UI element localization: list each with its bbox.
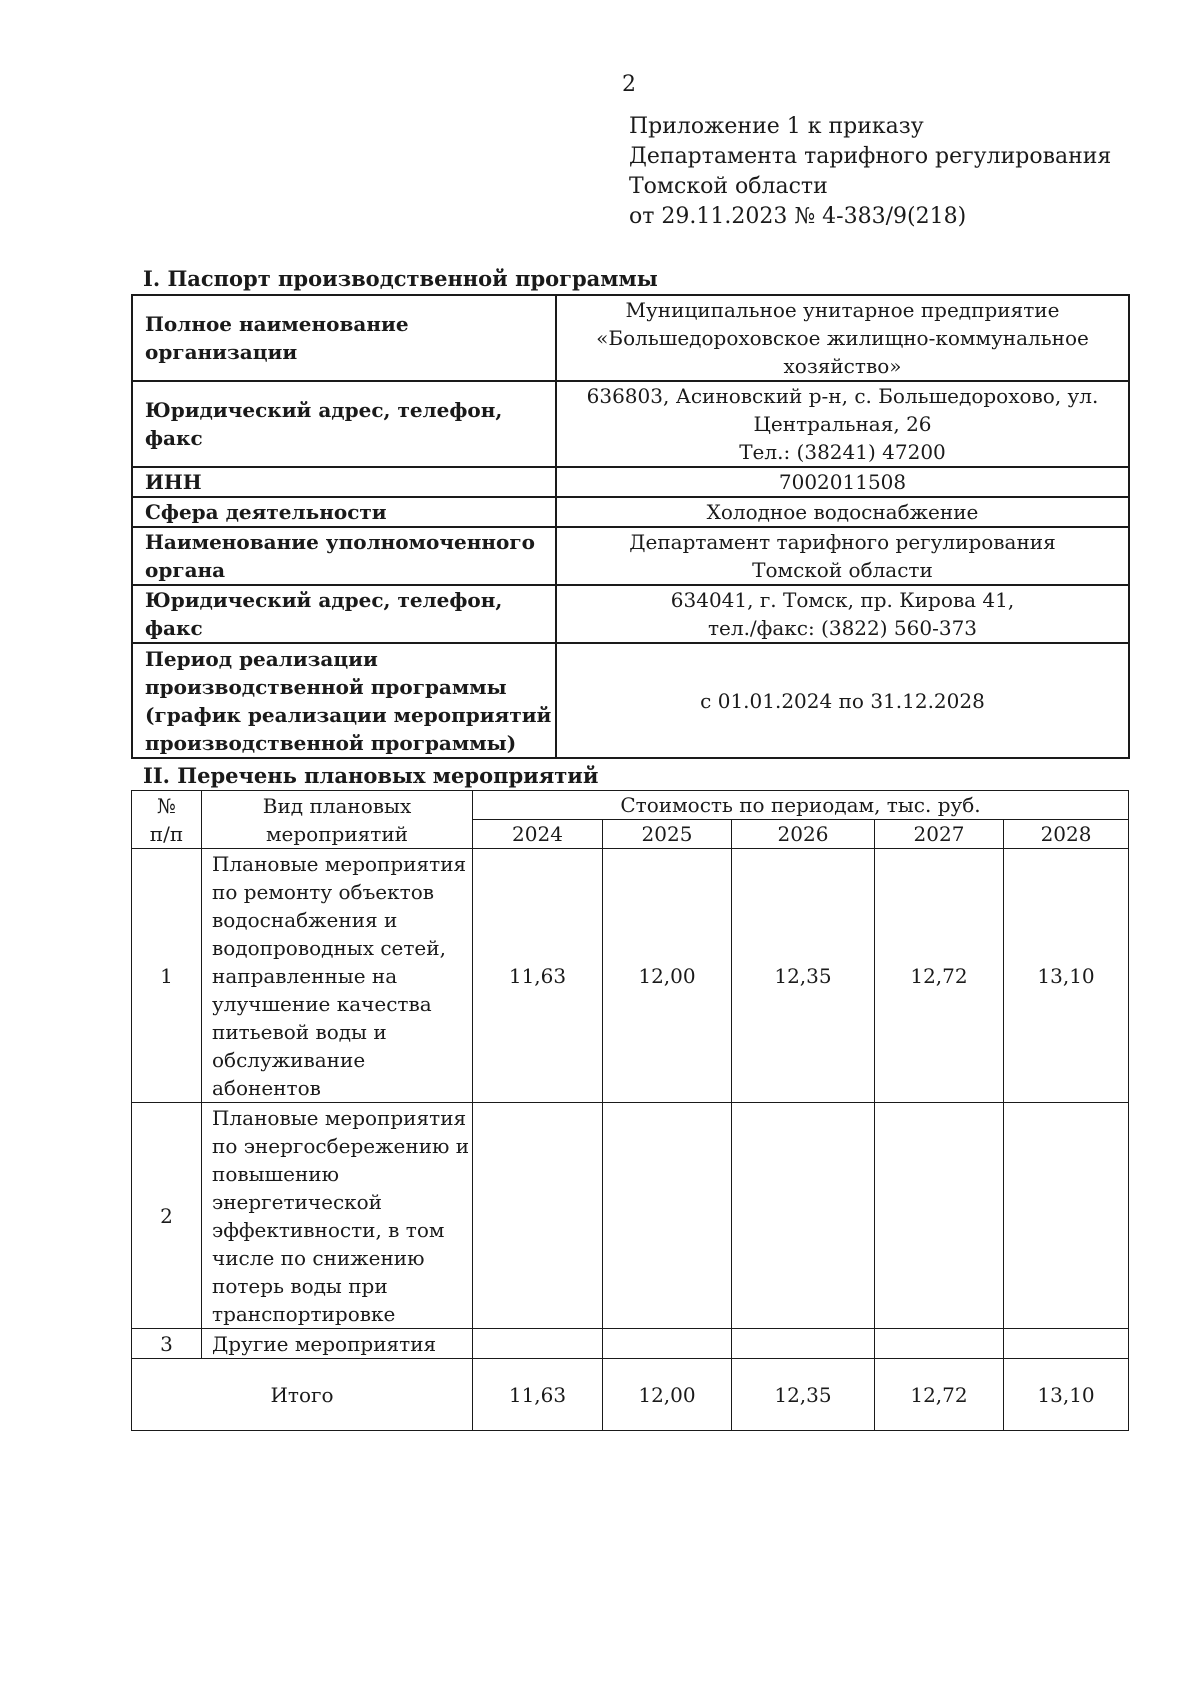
total-cell: 11,63 [473, 1359, 603, 1431]
cost-cell: 13,10 [1004, 849, 1129, 1103]
value-line: тел./факс: (3822) 560-373 [707, 616, 978, 640]
label-line: производственной программы [145, 674, 507, 699]
passport-label: Юридический адрес, телефон, факс [132, 585, 556, 643]
passport-row [132, 527, 1129, 585]
desc-line: направленные на [212, 964, 398, 988]
table-row [132, 1329, 1129, 1359]
header-line: мероприятий [265, 821, 409, 846]
value-line: 636803, Асиновский р-н, с. Большедорохово, ул. [586, 384, 1099, 408]
value-line: Центральная, 26 [753, 412, 932, 436]
label-line: производственной программы) [145, 730, 517, 755]
cost-cell [603, 1329, 732, 1359]
cost-cell: 11,63 [473, 849, 603, 1103]
desc-line: водопроводных сетей, [212, 936, 446, 960]
label-line: (график реализации мероприятий [145, 702, 552, 727]
cost-cell [875, 1329, 1004, 1359]
passport-label: Сфера деятельности [132, 497, 556, 527]
passport-value: Холодное водоснабжение [556, 497, 1129, 527]
row-num: 1 [132, 849, 202, 1103]
passport-label: Полное наименование организации [132, 295, 556, 381]
passport-label [132, 527, 556, 585]
row-desc [202, 1103, 473, 1329]
header-line: Вид плановых [262, 793, 412, 818]
passport-value: 7002011508 [556, 467, 1129, 497]
header-line: № [157, 793, 176, 818]
table-row [132, 1103, 1129, 1329]
cost-cell [1004, 1329, 1129, 1359]
total-row [132, 1359, 1129, 1431]
desc-line: потерь воды при [212, 1274, 388, 1298]
desc-line: Плановые мероприятия [212, 1106, 467, 1130]
appendix-line: Приложение 1 к приказу [629, 114, 924, 139]
row-desc [202, 1329, 473, 1359]
total-cell: 12,35 [732, 1359, 875, 1431]
desc-line: повышению [212, 1162, 340, 1186]
cost-cell [473, 1103, 603, 1329]
value-line: Муниципальное унитарное предприятие [625, 298, 1060, 322]
header-year: 2027 [875, 820, 1004, 849]
section-title-passport: I. Паспорт производственной программы [143, 266, 658, 291]
desc-line: эффективности, в том [212, 1218, 445, 1242]
row-num: 3 [132, 1329, 202, 1359]
total-cell: 12,00 [603, 1359, 732, 1431]
cost-cell: 12,00 [603, 849, 732, 1103]
passport-row [132, 295, 1129, 381]
passport-table [131, 294, 1130, 759]
passport-label: Юридический адрес, телефон, факс [132, 381, 556, 467]
passport-row [132, 381, 1129, 467]
value-line: Томской области [752, 558, 933, 582]
row-desc [202, 849, 473, 1103]
appendix-line: от 29.11.2023 № 4-383/9(218) [629, 204, 967, 229]
desc-line: числе по снижению [212, 1246, 425, 1270]
passport-value [556, 585, 1129, 643]
desc-line: улучшение качества [212, 992, 432, 1016]
passport-row [132, 643, 1129, 758]
desc-line: Другие мероприятия [212, 1332, 437, 1356]
cost-cell: 12,35 [732, 849, 875, 1103]
total-label: Итого [132, 1359, 473, 1431]
label-line: Период реализации [145, 646, 378, 671]
cost-cell [732, 1103, 875, 1329]
value-line: 634041, г. Томск, пр. Кирова 41, [670, 588, 1015, 612]
value-line: Департамент тарифного регулирования [629, 530, 1056, 554]
passport-row [132, 497, 1129, 527]
appendix-line: Томской области [629, 174, 828, 199]
header-year: 2025 [603, 820, 732, 849]
desc-line: по энергосбережению и [212, 1134, 470, 1158]
section-title-activities: II. Перечень плановых мероприятий [143, 763, 599, 788]
passport-value [556, 295, 1129, 381]
cost-cell [875, 1103, 1004, 1329]
cost-cell [1004, 1103, 1129, 1329]
passport-value [556, 381, 1129, 467]
appendix-line: Департамента тарифного регулирования [629, 144, 1112, 169]
passport-row [132, 585, 1129, 643]
desc-line: питьевой воды и [212, 1020, 387, 1044]
label-line: органа [145, 558, 226, 582]
table-row [132, 849, 1129, 1103]
cost-cell [473, 1329, 603, 1359]
header-year: 2026 [732, 820, 875, 849]
cost-cell: 12,72 [875, 849, 1004, 1103]
cost-cell [732, 1329, 875, 1359]
passport-label: ИНН [132, 467, 556, 497]
value-line: Тел.: (38241) 47200 [739, 440, 946, 464]
desc-line: энергетической [212, 1190, 383, 1214]
value-line: «Большедороховское жилищно-коммунальное [596, 326, 1089, 350]
desc-line: обслуживание [212, 1048, 366, 1072]
passport-row [132, 467, 1129, 497]
desc-line: по ремонту объектов [212, 880, 434, 904]
value-line: хозяйство» [783, 354, 902, 378]
label-line: Наименование уполномоченного [145, 530, 535, 554]
desc-line: Плановые мероприятия [212, 852, 467, 876]
desc-line: транспортировке [212, 1302, 396, 1326]
header-num [132, 791, 202, 849]
passport-value: с 01.01.2024 по 31.12.2028 [556, 643, 1129, 758]
header-line: п/п [149, 821, 184, 846]
total-cell: 13,10 [1004, 1359, 1129, 1431]
header-cost: Стоимость по периодам, тыс. руб. [473, 791, 1129, 820]
page-number: 2 [622, 72, 636, 97]
appendix-header [629, 112, 1111, 232]
header-row [132, 791, 1129, 820]
desc-line: абонентов [212, 1076, 321, 1100]
activities-table [131, 790, 1129, 1431]
cost-cell [603, 1103, 732, 1329]
total-cell: 12,72 [875, 1359, 1004, 1431]
header-year: 2028 [1004, 820, 1129, 849]
passport-value [556, 527, 1129, 585]
header-year: 2024 [473, 820, 603, 849]
desc-line: водоснабжения и [212, 908, 398, 932]
passport-label [132, 643, 556, 758]
header-type [202, 791, 473, 849]
row-num: 2 [132, 1103, 202, 1329]
